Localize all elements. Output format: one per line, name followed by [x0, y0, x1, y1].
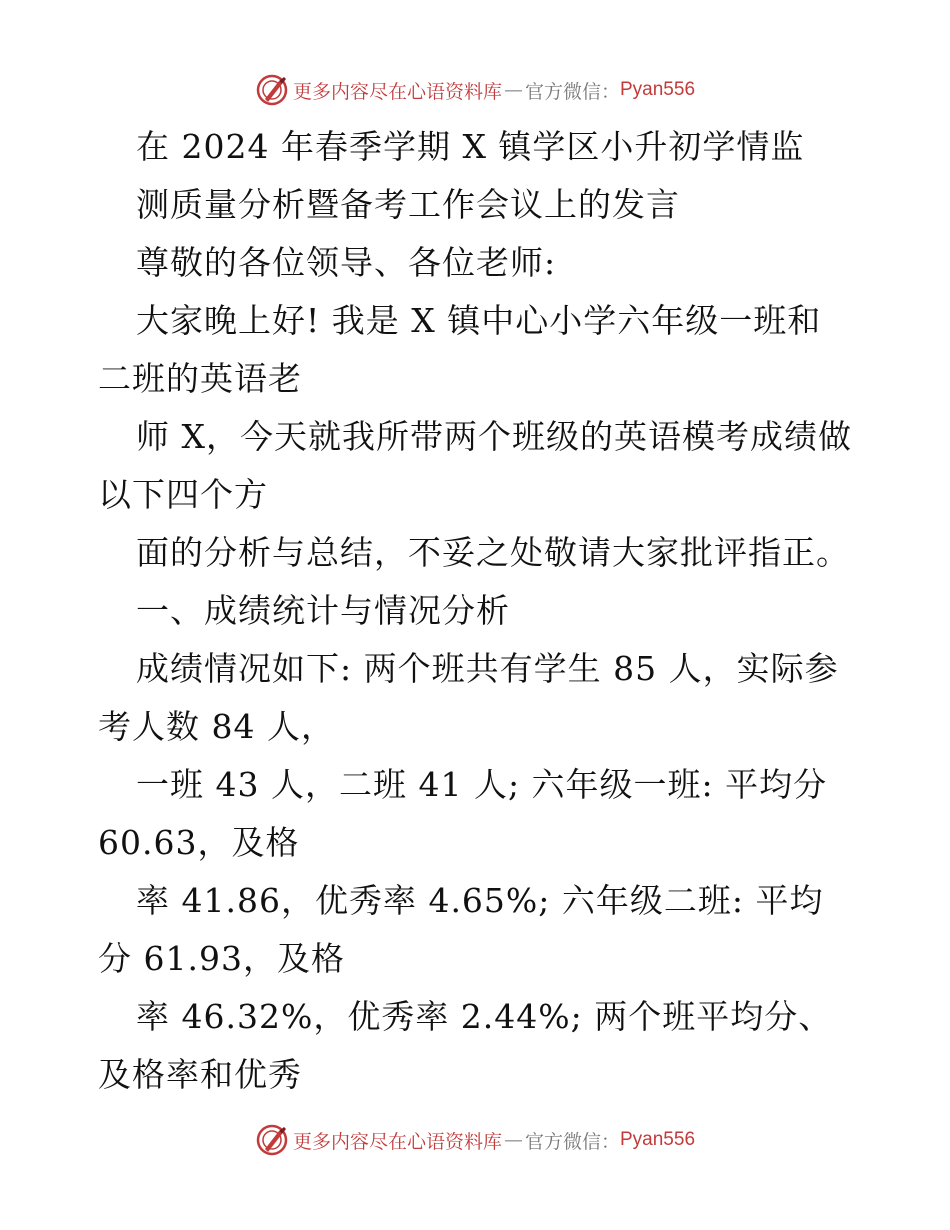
doc-line-stats-3-cont: 分 61.93，及格: [98, 939, 345, 978]
watermark-site-text: 更多内容尽在心语资料库: [292, 80, 502, 103]
doc-line-intro-cont: 以下四个方: [98, 475, 268, 514]
pen-nib-seal-icon: [255, 73, 289, 107]
doc-line-stats-4-cont: 及格率和优秀: [98, 1055, 302, 1094]
doc-line-stats-2-cont: 60.63，及格: [98, 823, 300, 862]
document-body: [98, 118, 858, 1104]
doc-line-salutation: 尊敬的各位领导、各位老师:: [136, 243, 557, 282]
doc-line-greeting-cont: 二班的英语老: [98, 359, 302, 398]
watermark-official-label: 官方微信：: [524, 1130, 620, 1153]
watermark-wechat-handle: Pyan556: [620, 1129, 696, 1150]
header-watermark: [0, 70, 950, 110]
doc-line-stats-3: 率 41.86，优秀率 4.65%; 六年级二班: 平均: [136, 881, 824, 920]
doc-line-stats-1-cont: 考人数 84 人，: [98, 707, 335, 746]
watermark-separator: —: [503, 1129, 523, 1151]
doc-line-section-heading: 一、成绩统计与情况分析: [136, 591, 510, 630]
doc-line-title-1: 在 2024 年春季学期 X 镇学区小升初学情监: [136, 127, 805, 166]
doc-line-stats-2: 一班 43 人，二班 41 人; 六年级一班: 平均分: [136, 765, 828, 804]
doc-line-title-2: 测质量分析暨备考工作会议上的发言: [136, 185, 680, 224]
doc-line-intro-end: 面的分析与总结，不妥之处敬请大家批评指正。: [136, 533, 850, 572]
watermark-site-text: 更多内容尽在心语资料库: [292, 1130, 502, 1153]
doc-line-intro: 师 X，今天就我所带两个班级的英语模考成绩做: [136, 417, 852, 456]
doc-line-stats-1: 成绩情况如下: 两个班共有学生 85 人，实际参: [136, 649, 839, 688]
footer-watermark: [0, 1120, 950, 1160]
pen-nib-seal-icon: [255, 1123, 289, 1157]
watermark-official-label: 官方微信：: [524, 80, 620, 103]
doc-line-stats-4: 率 46.32%，优秀率 2.44%; 两个班平均分、: [136, 997, 833, 1036]
watermark-separator: —: [503, 79, 523, 101]
doc-line-greeting: 大家晚上好! 我是 X 镇中心小学六年级一班和: [136, 301, 822, 340]
watermark-wechat-handle: Pyan556: [620, 79, 696, 100]
